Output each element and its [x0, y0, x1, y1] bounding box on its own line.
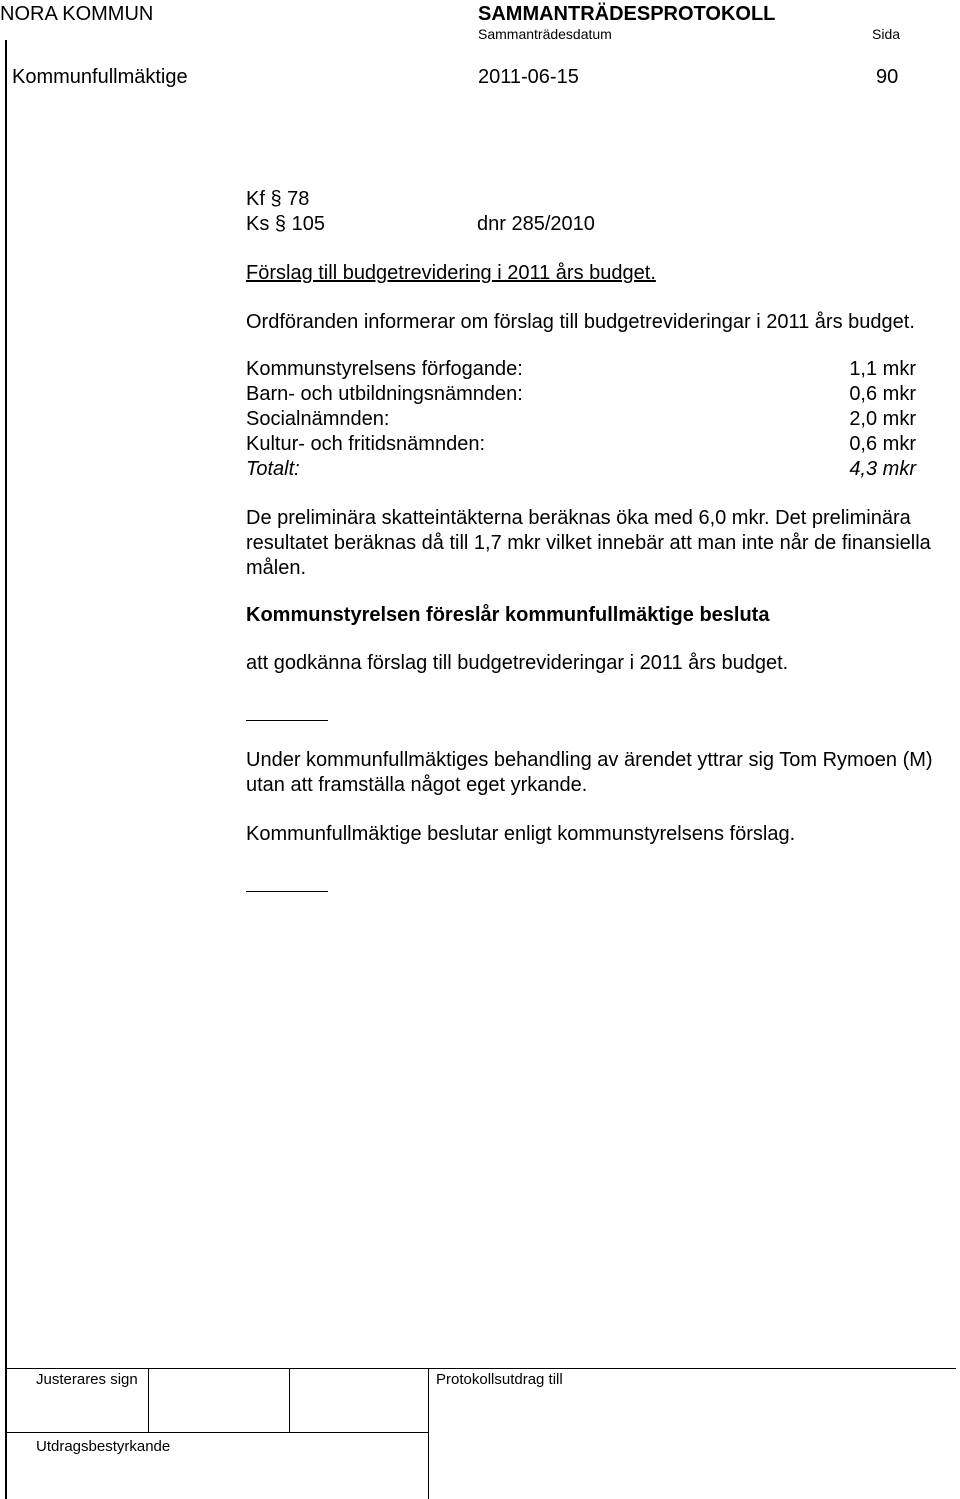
footer-divider [148, 1368, 149, 1432]
dnr-reference: dnr 285/2010 [477, 213, 595, 235]
section-separator [246, 720, 328, 721]
intro-text: Ordföranden informerar om förslag till budgetrevideringar i 2011 års budget. [246, 311, 915, 333]
footer-divider [428, 1368, 429, 1499]
governing-body: Kommunfullmäktige [12, 66, 188, 88]
extract-recipients-label: Protokollsutdrag till [436, 1371, 563, 1388]
paragraph-symbol: § [274, 213, 287, 235]
ks-reference [246, 212, 325, 237]
budget-row [246, 433, 916, 458]
budget-total-label: Totalt: [246, 458, 300, 480]
page-number: 90 [876, 66, 899, 88]
budget-label: Kommunstyrelsens förfogande: [246, 358, 523, 380]
certifier-label: Utdragsbestyrkande [36, 1438, 171, 1455]
budget-total-row [246, 458, 916, 483]
budget-row [246, 408, 916, 433]
footer-middle-rule [5, 1432, 429, 1433]
signature-label: Justerares sign [36, 1371, 138, 1388]
margin-rule [5, 40, 7, 1499]
footer-divider [289, 1368, 290, 1432]
discussion-paragraph: Under kommunfullmäktiges behandling av ärendet yttrar sig Tom Rymoen (M) utan att framställa något eget yrkande. [246, 749, 933, 796]
ks-prefix: Ks [246, 213, 270, 235]
organization-name: NORA KOMMUN [0, 3, 154, 25]
budget-label: Barn- och utbildningsnämnden: [246, 383, 523, 405]
proposal-text: att godkänna förslag till budgetrevideringar i 2011 års budget. [246, 652, 789, 674]
budget-total-value: 4,3 mkr [849, 458, 916, 480]
page-label: Sida [872, 26, 901, 42]
kf-prefix: Kf [246, 188, 265, 210]
meeting-date-label: Sammanträdesdatum [478, 26, 612, 42]
budget-row [246, 383, 916, 408]
proposal-heading: Kommunstyrelsen föreslår kommunfullmäktige besluta [246, 604, 770, 626]
ks-number: 105 [291, 213, 325, 235]
budget-value: 2,0 mkr [849, 408, 916, 430]
meeting-date: 2011-06-15 [478, 66, 579, 88]
budget-value: 0,6 mkr [849, 383, 916, 405]
budget-row [246, 358, 916, 383]
paragraph-symbol: § [270, 188, 282, 210]
budget-value: 1,1 mkr [849, 358, 916, 380]
tax-paragraph: De preliminära skatteintäkterna beräknas öka med 6,0 mkr. Det preliminära resultatet beräknas då till 1,7 mkr vilket innebär att man inte når de finansiella målen. [246, 507, 931, 579]
budget-label: Kultur- och fritidsnämnden: [246, 433, 486, 455]
budget-value: 0,6 mkr [849, 433, 916, 455]
document-title: SAMMANTRÄDESPROTOKOLL [478, 3, 776, 25]
section-separator [246, 891, 328, 892]
budget-label: Socialnämnden: [246, 408, 390, 430]
case-subject: Förslag till budgetrevidering i 2011 års budget. [246, 262, 656, 284]
kf-number: 78 [287, 188, 310, 210]
decision-text: Kommunfullmäktige beslutar enligt kommunstyrelsens förslag. [246, 823, 796, 845]
kf-reference [246, 187, 309, 212]
